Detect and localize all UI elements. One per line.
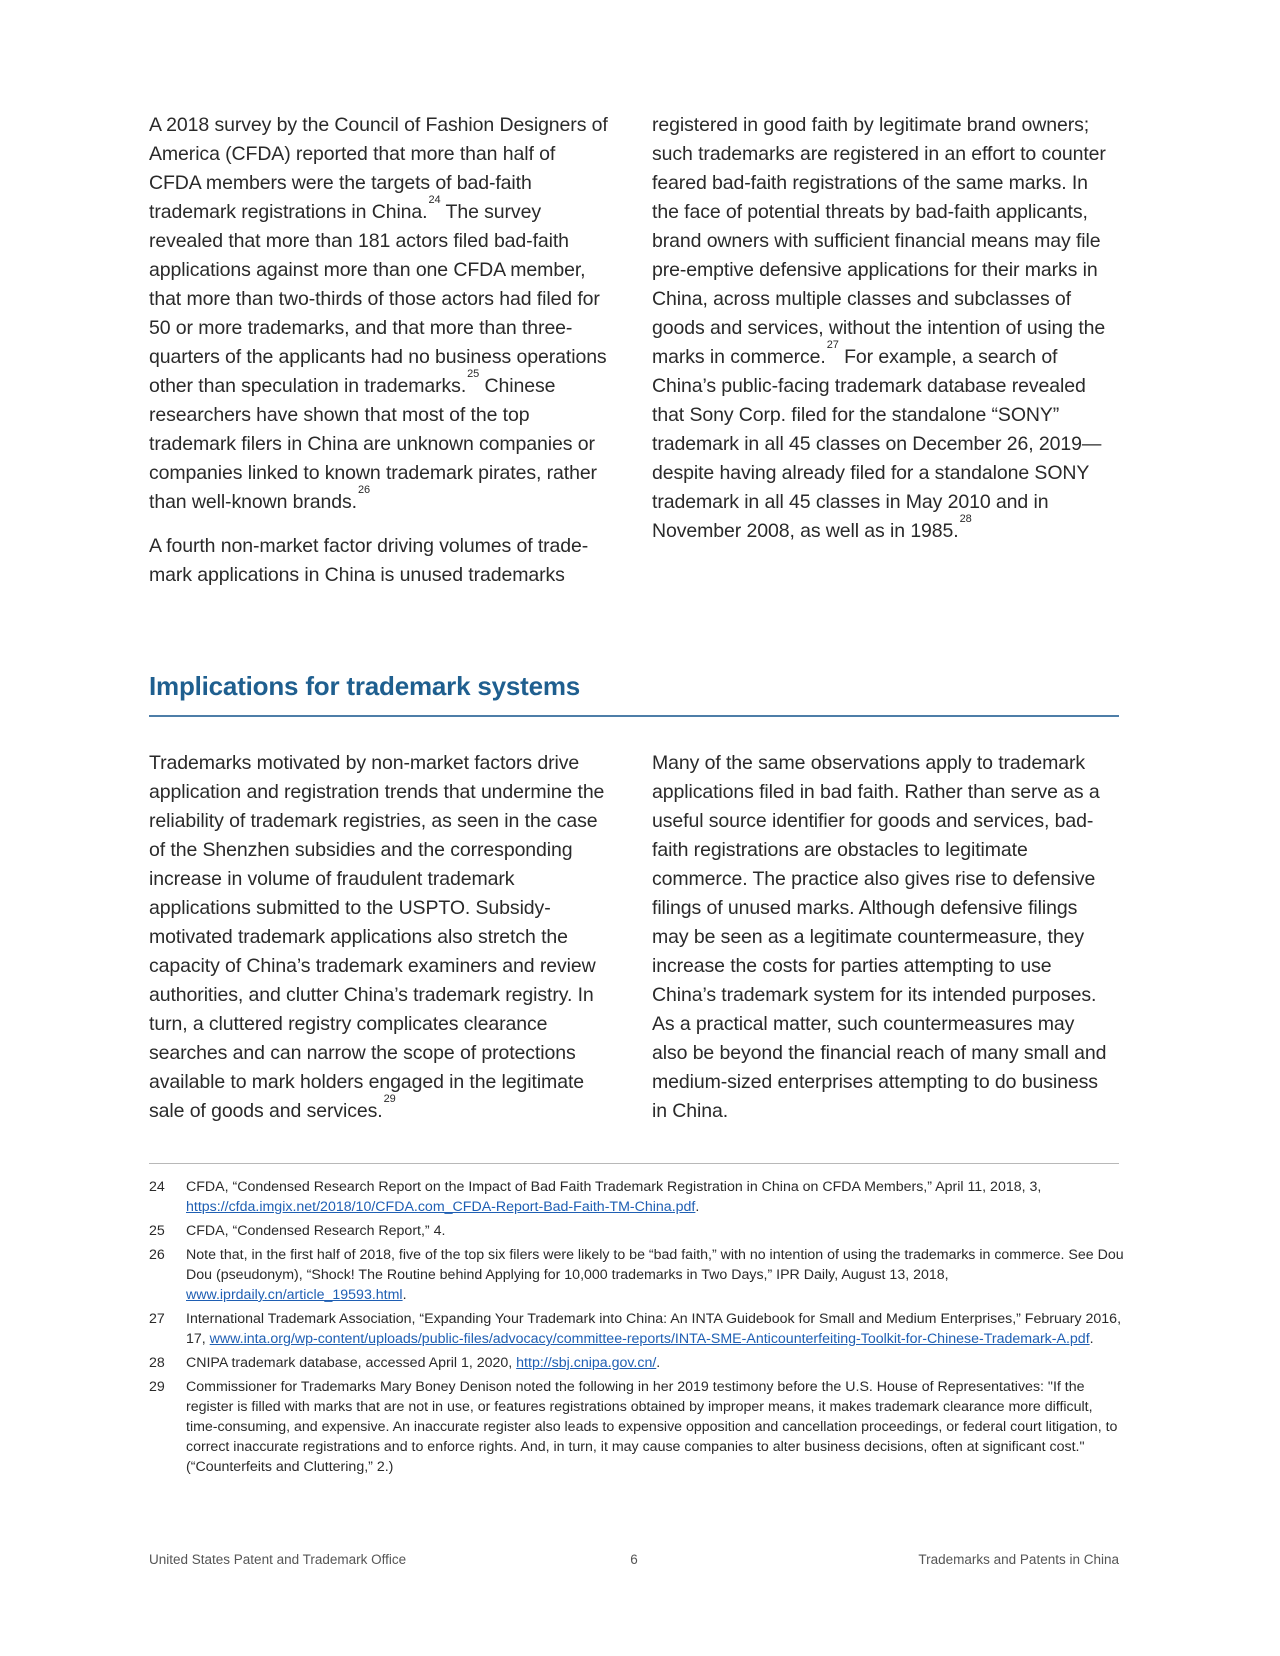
- intro-right-paragraph-1: [652, 111, 1112, 546]
- implications-left-paragraph: [149, 749, 609, 1126]
- footnote-link[interactable]: http://sbj.cnipa.gov.cn/: [516, 1355, 657, 1371]
- footnote-punctuation: .: [402, 1287, 407, 1303]
- footnote-reference[interactable]: 24: [428, 193, 441, 206]
- footnote-text: Note that, in the first half of 2018, five of the top six filers were likely to be “bad faith,” with no intention of using the trademarks in commerce. See Dou Dou (pseudonym), “Shock! The Routine behind Applying for 10,000 trademarks in Two Days,” IPR Daily, August 13, 2018,: [186, 1247, 1124, 1283]
- body-text: A 2018 survey by the Council of Fashion Designers of America (CFDA) reported that more than half of CFDA members were the targets of bad-faith trademark registrations in China.: [149, 114, 608, 223]
- implications-left-column: [149, 749, 609, 1126]
- footnote-divider: [149, 1163, 1119, 1164]
- implications-right-column: [652, 749, 1112, 1126]
- footnote-text: CFDA, “Condensed Research Report on the Impact of Bad Faith Trademark Registration in China on CFDA Members,” April 11, 2018, 3,: [186, 1179, 1042, 1195]
- section-divider: [149, 715, 1119, 717]
- body-text: Chinese researchers have shown that most of the top trademark filers in China are unknown companies or companies linked to known trademark pirates, rather than well-known brands.: [149, 375, 597, 513]
- footnote-link[interactable]: www.inta.org/wp-content/uploads/public-files/advocacy/committee-reports/INTA-SME-Anticounterfeiting-Toolkit-for-Chinese-Trademark-A.pdf: [209, 1331, 1090, 1347]
- footer-publisher: United States Patent and Trademark Office: [149, 1552, 407, 1567]
- footnote-text: CNIPA trademark database, accessed April 1, 2020,: [186, 1355, 517, 1371]
- footnote-number: 24: [149, 1179, 165, 1195]
- footnote-reference[interactable]: 26: [357, 483, 371, 496]
- footnote-number: 25: [149, 1223, 165, 1239]
- body-text: The survey revealed that more than 181 actors filed bad-faith applications against more than one CFDA member, that more than two-thirds of those actors had filed for 50 or more trademarks, and that more than three-quarters of the applicants had no business operations other than speculation in trademarks.: [149, 201, 607, 397]
- intro-left-column: [149, 111, 609, 590]
- footnote-25: [149, 1221, 1124, 1241]
- footnote-text: International Trademark Association, “Expanding Your Trademark into China: An INTA Guidebook for Small and Medium Enterprises,” February 2016, 17,: [186, 1311, 1122, 1347]
- page-footer: [149, 1552, 1119, 1572]
- body-text: Trademarks motivated by non-market factors drive application and registration trends that undermine the reliability of trademark registries, as seen in the case of the Shenzhen subsidies and the corresponding increase in volume of fraudulent trademark applications submitted to the USPTO. Subsidy-motivated trademark applications also stretch the capacity of China’s trademark examiners and review authorities, and clutter China’s trademark registry. In turn, a cluttered registry complicates clearance searches and can narrow the scope of protections available to mark holders engaged in the legitimate sale of goods and services.: [149, 752, 605, 1122]
- footnote-text: CFDA, “Condensed Research Report,” 4.: [186, 1223, 446, 1239]
- footnote-punctuation: .: [695, 1199, 700, 1215]
- section-heading: Implications for trademark systems: [149, 671, 581, 701]
- footnote-link[interactable]: https://cfda.imgix.net/2018/10/CFDA.com_CFDA-Report-Bad-Faith-TM-China.pdf: [186, 1199, 696, 1215]
- footnote-number: 26: [149, 1247, 165, 1263]
- footnote-reference[interactable]: 25: [467, 367, 480, 380]
- footnote-link[interactable]: www.iprdaily.cn/article_19593.html: [186, 1287, 403, 1303]
- footnote-number: 28: [149, 1355, 165, 1371]
- body-text: registered in good faith by legitimate brand owners; such trademarks are registered in an effort to counter feared bad-faith registrations of the same marks. In the face of potential threats by bad-faith applicants, brand owners with sufficient financial means may file pre-emptive defensive applications for their marks in China, across multiple classes and subclasses of goods and services, without the intention of using the marks in commerce.: [652, 114, 1106, 368]
- footer-document-title: Trademarks and Patents in China: [918, 1552, 1119, 1567]
- footnote-punctuation: .: [656, 1355, 661, 1371]
- footnote-reference[interactable]: 28: [959, 512, 972, 525]
- implications-right-paragraph: Many of the same observations apply to trademark applications filed in bad faith. Rather than serve as a useful source identifier for goods and services, bad-faith registrations are obstacles to legitimate commerce. The practice also gives rise to defensive filings of unused marks. Although defensive filings may be seen as a legitimate countermeasure, they increase the costs for parties attempting to use China’s trademark system for its intended purposes. As a practical matter, such countermeasures may also be beyond the financial reach of many small and medium-sized enterprises attempting to do business in China.: [652, 752, 1107, 1122]
- footnotes-section: [149, 1177, 1124, 1481]
- footnote-text: Commissioner for Trademarks Mary Boney Denison noted the following in her 2019 testimony before the U.S. House of Representatives: "If the register is filled with marks that are not in use, or features registrations obtained by improper means, it makes trademark clearance more difficult, time-consuming, and expensive. An inaccurate register also leads to expensive opposition and cancellation proceedings, or federal court litigation, to correct inaccurate registrations and to enforce rights. And, in turn, it may cause companies to alter business decisions, often at significant cost." (“Counterfeits and Cluttering,” 2.): [186, 1379, 1118, 1475]
- footnote-reference[interactable]: 29: [383, 1092, 396, 1105]
- footnote-reference[interactable]: 27: [826, 338, 839, 351]
- footnote-29: [149, 1377, 1124, 1477]
- footnote-27: [149, 1309, 1124, 1349]
- footnote-24: [149, 1177, 1124, 1217]
- body-text: For example, a search of China’s public-facing trademark database revealed that Sony Corp. filed for the standalone “SONY” trademark in all 45 classes on December 26, 2019—despite having already filed for a standalone SONY trademark in all 45 classes in May 2010 and in November 2008, as well as in 1985.: [652, 346, 1102, 542]
- page-number: 6: [630, 1552, 638, 1567]
- intro-left-paragraph-1: [149, 111, 609, 517]
- footnote-number: 27: [149, 1311, 165, 1327]
- intro-left-paragraph-2: A fourth non-market factor driving volumes of trademark applications in China is unused trademarks: [149, 535, 589, 586]
- footnote-26: [149, 1245, 1124, 1305]
- footnote-number: 29: [149, 1379, 165, 1395]
- footnote-28: [149, 1353, 1124, 1373]
- intro-right-column: [652, 111, 1112, 546]
- footnote-punctuation: .: [1089, 1331, 1094, 1347]
